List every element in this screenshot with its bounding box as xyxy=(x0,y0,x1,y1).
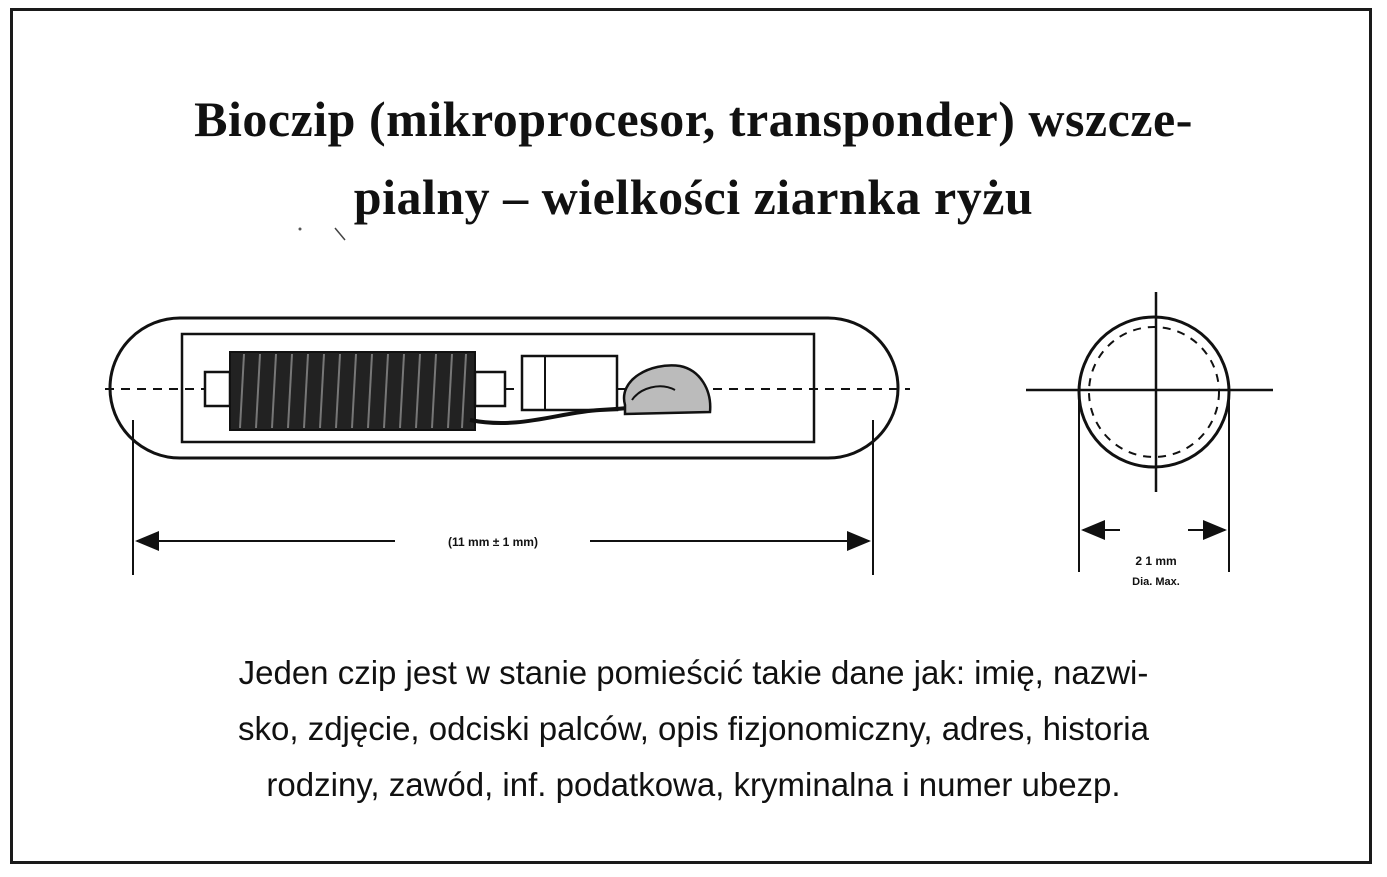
cross-section-outer xyxy=(1079,317,1229,467)
caption-line-3: rodziny, zawód, inf. podatkowa, kryminalna i numer ubezp. xyxy=(266,766,1121,803)
capacitor-block xyxy=(522,356,617,410)
caption-text xyxy=(30,645,1357,813)
length-label: (11 mm ± 1 mm) xyxy=(448,535,538,549)
caption-line-1: Jeden czip jest w stanie pomieścić takie dane jak: imię, nazwi- xyxy=(238,654,1149,691)
scan-speck xyxy=(299,228,346,241)
coil-end-cap xyxy=(205,372,230,406)
microchip-blob xyxy=(624,365,710,414)
coil-right-cap xyxy=(475,372,505,406)
title-line-2: pialny – wielkości ziarnka ryżu xyxy=(353,169,1034,225)
caption-line-2: sko, zdjęcie, odciski palców, opis fizjonomiczny, adres, historia xyxy=(238,710,1149,747)
capsule-side-view xyxy=(105,318,910,575)
title-line-1: Bioczip (mikroprocesor, transponder) wszcze- xyxy=(194,91,1193,147)
capsule-cross-section xyxy=(1026,292,1273,588)
diameter-sublabel: Dia. Max. xyxy=(1132,576,1180,588)
diameter-label: 2 1 mm xyxy=(1135,554,1177,568)
cross-section-inner xyxy=(1089,327,1219,457)
